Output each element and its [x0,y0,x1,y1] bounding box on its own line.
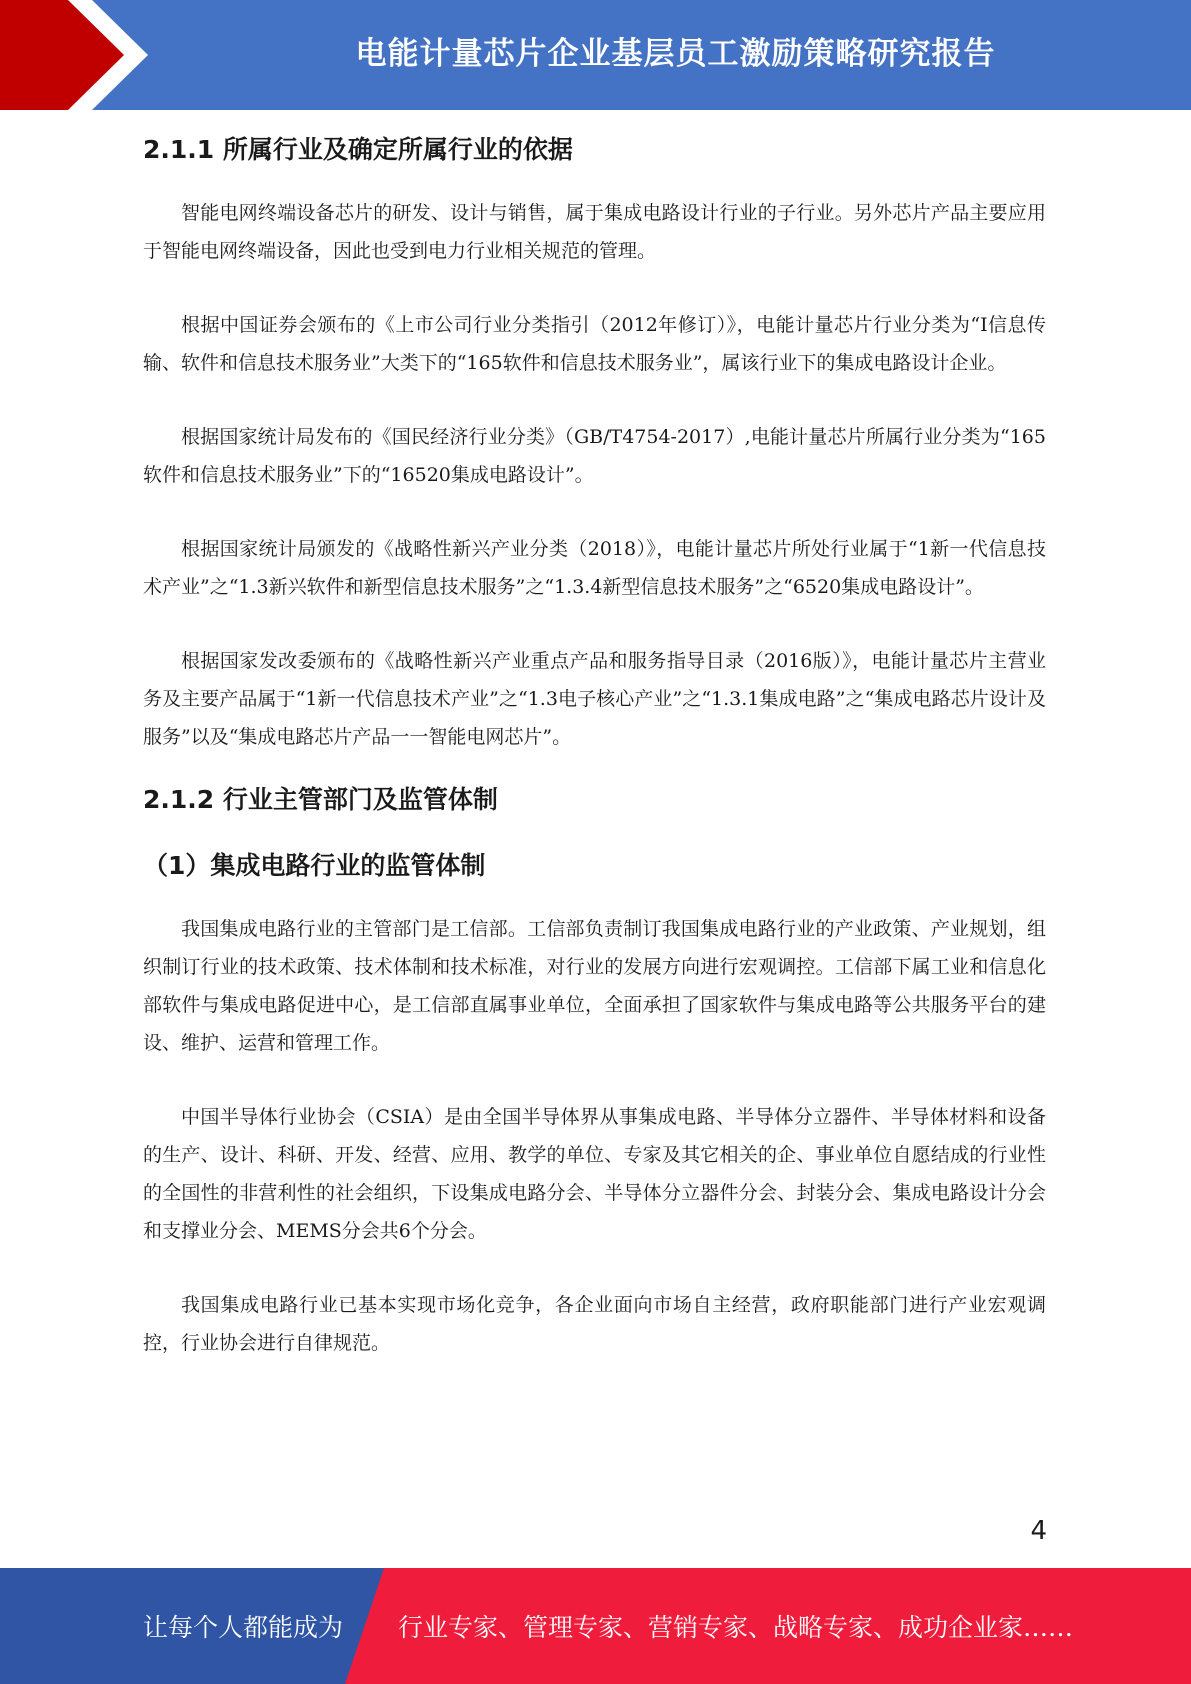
footer-slogan-left: 让每个人都能成为 [143,1613,344,1642]
footer-slogan-right: 行业专家、管理专家、营销专家、战略专家、成功企业家…… [398,1613,1074,1642]
paragraph: 根据国家发改委颁布的《战略性新兴产业重点产品和服务指导目录（2016版）》，电能计量芯片主营业务及主要产品属于“1新一代信息技术产业”之“1.3电子核心产业”之“1.3.1集成电路”之“集成电路芯片设计及服务”以及“集成电路芯片产品一一智能电网芯片”。 [143,650,1046,748]
paragraph: 根据中国证券会颁布的《上市公司行业分类指引（2012年修订）》，电能计量芯片行业分类为“I信息传输、软件和信息技术服务业”大类下的“165软件和信息技术服务业”，属该行业下的集成电路设计企业。 [143,314,1046,374]
paragraph: 根据国家统计局颁发的《战略性新兴产业分类（2018）》，电能计量芯片所处行业属于“1新一代信息技术产业”之“1.3新兴软件和新型信息技术服务”之“1.3.4新型信息技术服务”之“6520集成电路设计”。 [143,538,1046,598]
paragraph: 智能电网终端设备芯片的研发、设计与销售，属于集成电路设计行业的子行业。另外芯片产品主要应用于智能电网终端设备，因此也受到电力行业相关规范的管理。 [143,202,1046,262]
report-title: 电能计量芯片企业基层员工激励策略研究报告 [355,35,996,72]
page-footer [0,1568,1191,1684]
paragraph: 中国半导体行业协会（CSIA）是由全国半导体界从事集成电路、半导体分立器件、半导体材料和设备的生产、设计、科研、开发、经营、应用、教学的单位、专家及其它相关的企、事业单位自愿结成的行业性的全国性的非营利性的社会组织，下设集成电路分会、半导体分立器件分会、封装分会、集成电路设计分会和支撑业分会、MEMS分会共6个分会。 [143,1106,1046,1242]
paragraph: 根据国家统计局发布的《国民经济行业分类》（GB/T4754-2017）,电能计量芯片所属行业分类为“165软件和信息技术服务业”下的“16520集成电路设计”。 [143,426,1046,486]
page-number: 4 [1030,1516,1047,1546]
sub-heading: （1）集成电路行业的监管体制 [143,851,486,880]
header-arrow-decoration [0,0,160,110]
section-heading-2-1-2: 2.1.2 行业主管部门及监管体制 [143,785,498,814]
paragraph: 我国集成电路行业已基本实现市场化竞争，各企业面向市场自主经营，政府职能部门进行产业宏观调控，行业协会进行自律规范。 [143,1294,1046,1354]
paragraph: 我国集成电路行业的主管部门是工信部。工信部负责制订我国集成电路行业的产业政策、产业规划，组织制订行业的技术政策、技术体制和技术标准，对行业的发展方向进行宏观调控。工信部下属工业和信息化部软件与集成电路促进中心，是工信部直属事业单位，全面承担了国家软件与集成电路等公共服务平台的建设、维护、运营和管理工作。 [143,918,1046,1054]
document-body [143,128,1046,1362]
page-header [0,0,1191,110]
section-heading-2-1-1: 2.1.1 所属行业及确定所属行业的依据 [143,135,573,164]
